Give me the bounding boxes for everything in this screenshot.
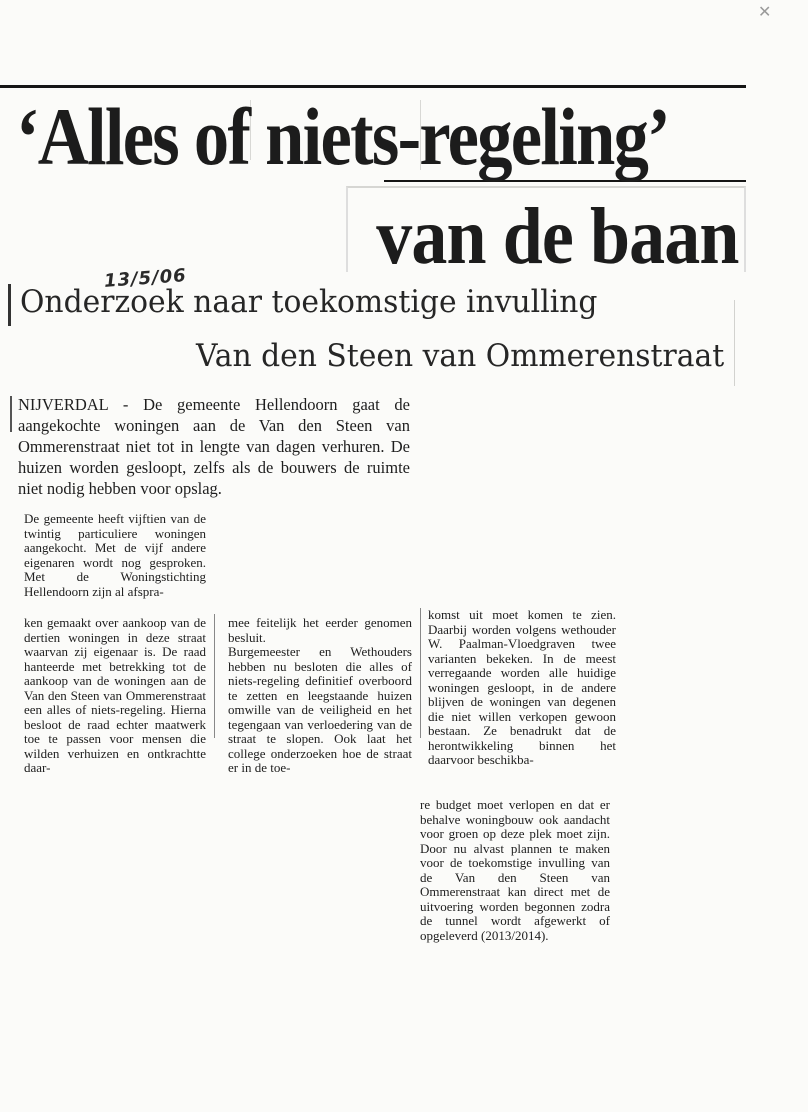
intro-paragraph: NIJVERDAL - De gemeente Hellendoorn gaat de aangekochte woningen aan de Van den Steen van Ommerenstraat niet tot in lengte van dagen verhuren. De huizen worden gesloopt, zelfs als de bouwers de ruimte niet nodig hebben voor opslag. [18,395,410,498]
column-3-top [428,608,616,768]
top-rule [0,85,746,88]
column-2-paragraph-1: mee feitelijk het eerder genomen besluit. [228,615,412,645]
subheadline-line-1: Onderzoek naar toekomstige invulling [20,284,598,320]
handwritten-date: 13/5/06 [103,265,188,292]
column-1-bottom-text: ken gemaakt over aankoop van de dertien woningen in deze straat waarvan zij eigenaar is. De raad hanteerde met betrekking tot de aankoop van de woningen aan de Van den Steen van Ommerenstraat een alles of niets-regeling. Hierna besloot de raad echter maatwerk toe te passen voor mensen die wilden verhuizen en ontkrachtte daar- [24,615,206,775]
column-1-bottom [24,616,206,776]
intro-bar [10,396,12,432]
close-icon: ✕ [758,2,772,21]
bleed-through-line [734,300,735,386]
column-divider [420,608,421,738]
headline-line-2: van de baan [375,193,738,281]
column-1-top [24,512,206,599]
column-3-top-text: komst uit moet komen te zien. Daarbij worden volgens wethouder W. Paalman-Vloedgraven twee varianten bekeken. In de meest verregaande worden alle huidige woningen gesloopt, in de andere blijven de woningen van degenen die niet willen verkopen gewoon bestaan. Ze benadrukt dat de herontwikkeling binnen het daarvoor beschikba- [428,607,616,767]
column-3-bottom [420,798,610,943]
column-2-paragraph-2: Burgemeester en Wethouders hebben nu besloten die alles of niets-regeling definitief overboord te zetten en leegstaande huizen omwille van de veiligheid en het tegengaan van verloedering van de straat te slopen. Ook laat het college onderzoeken hoe de straat er in de toe- [228,644,412,775]
subheadline-line-2: Van den Steen van Ommerenstraat [195,338,724,374]
headline-line-1: ‘Alles of niets-regeling’ [16,91,669,182]
column-1-top-text: De gemeente heeft vijftien van de twintig particuliere woningen aangekocht. Met de vijf andere eigenaren wordt nog gesproken. Met de Woningstichting Hellendoorn zijn al afspra- [24,511,206,599]
column-2 [228,616,412,776]
column-3-bottom-text: re budget moet verlopen en dat er behalve woningbouw ook aandacht voor groen op deze plek moet zijn. Door nu alvast plannen te maken voor de toekomstige invulling van de Van den Steen van Ommerenstraat kan direct met de uitvoering worden begonnen zodra de tunnel wordt afgewerkt of opgeleverd (2013/2014). [420,797,610,943]
column-divider [214,614,215,738]
subheadline-bar [8,284,11,326]
